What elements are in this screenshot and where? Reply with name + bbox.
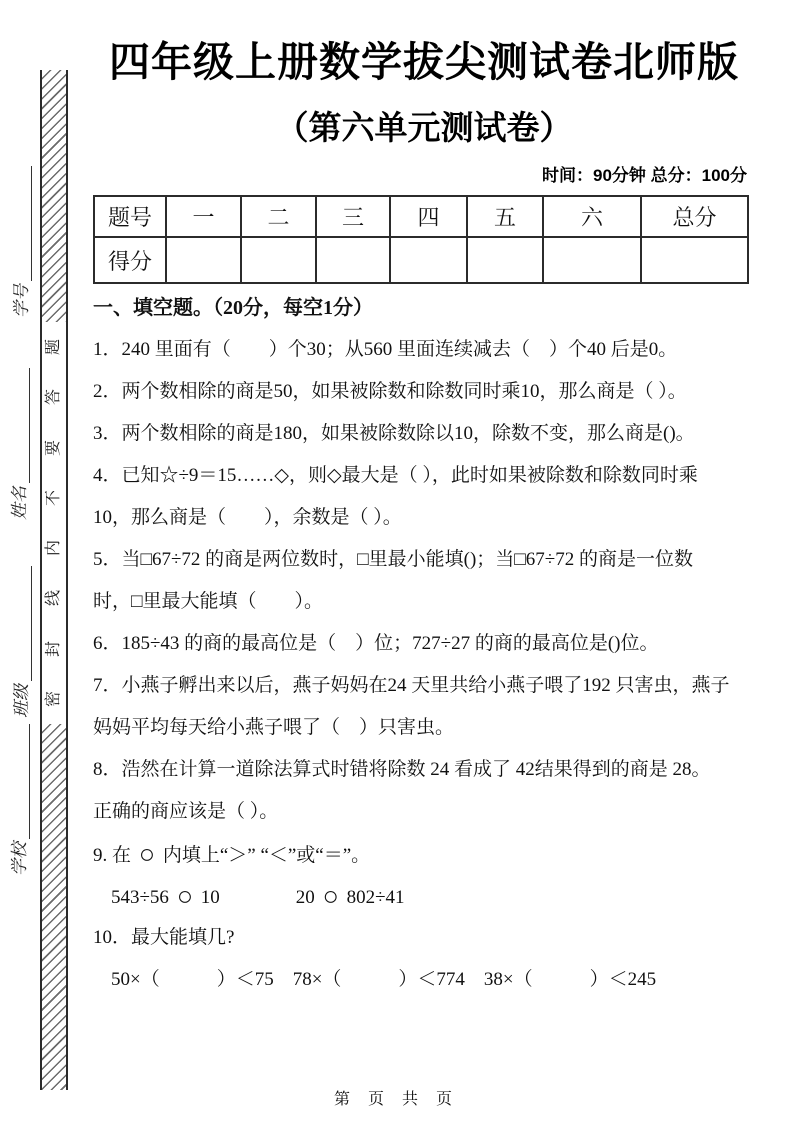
class-label: 班级 bbox=[12, 684, 31, 718]
header-cell-tihao: 题号 bbox=[94, 196, 166, 237]
seal-char: 封 bbox=[44, 640, 62, 657]
school-field bbox=[8, 724, 30, 876]
student-name-blank-line bbox=[15, 368, 30, 483]
school-label: 学校 bbox=[10, 842, 29, 876]
exam-content bbox=[93, 0, 755, 1001]
question-line: 正确的商应该是（ ）。 bbox=[93, 801, 279, 822]
student-name-label: 姓名 bbox=[10, 486, 29, 520]
class-field bbox=[10, 566, 32, 718]
score-cell bbox=[166, 237, 241, 283]
seal-char: 密 bbox=[44, 690, 62, 707]
seal-char: 要 bbox=[44, 439, 62, 456]
question-line: 妈妈平均每天给小燕子喂了（ ）只害虫。 bbox=[93, 717, 455, 738]
score-cell bbox=[316, 237, 390, 283]
compare-circle: ○ bbox=[176, 881, 193, 911]
header-cell-5: 五 bbox=[467, 196, 543, 237]
school-blank-line bbox=[15, 724, 30, 839]
seal-char: 答 bbox=[44, 389, 62, 406]
question-line: 时，□里最大能填（ ）。 bbox=[93, 591, 323, 612]
student-id-field bbox=[10, 166, 32, 318]
question-line: 6．185÷43 的商的最高位是（ ）位；727÷27 的商的最高位是()位。 bbox=[93, 633, 659, 654]
header-cell-1: 一 bbox=[166, 196, 241, 237]
time-score-meta: 时间：90分钟 总分：100分 bbox=[542, 166, 747, 185]
score-table-score-row bbox=[94, 237, 748, 283]
seal-text bbox=[42, 322, 66, 724]
score-cell bbox=[543, 237, 641, 283]
student-id-blank-line bbox=[17, 166, 32, 281]
score-row-label: 得分 bbox=[94, 237, 166, 283]
score-cell bbox=[467, 237, 543, 283]
score-cell bbox=[390, 237, 467, 283]
seal-char: 内 bbox=[44, 540, 62, 557]
compare-circle: ○ bbox=[138, 839, 156, 869]
question-line: 9. 在 ○ 内填上“＞” “＜”或“＝”。 bbox=[93, 839, 371, 869]
score-table-header-row bbox=[94, 196, 748, 237]
seal-char: 线 bbox=[44, 590, 62, 607]
section-heading: 一、填空题。（20分，每空1分） bbox=[93, 297, 373, 319]
header-cell-2: 二 bbox=[241, 196, 316, 237]
header-cell-total: 总分 bbox=[641, 196, 748, 237]
question-line: 4．已知☆÷9＝15……◇，则◇最大是（ ），此时如果被除数和除数同时乘 bbox=[93, 465, 698, 486]
score-cell bbox=[641, 237, 748, 283]
student-name-field bbox=[8, 368, 30, 520]
question-line: 8．浩然在计算一道除法算式时错将除数 24 看成了 42结果得到的商是 28。 bbox=[93, 759, 711, 780]
page-subtitle: （第六单元测试卷） bbox=[275, 109, 573, 146]
class-blank-line bbox=[17, 566, 32, 681]
student-id-label: 学号 bbox=[12, 284, 31, 318]
header-cell-6: 六 bbox=[543, 196, 641, 237]
question-line: 50×（ ）＜75 78×（ ）＜774 38×（ ）＜245 bbox=[111, 969, 657, 990]
header-cell-4: 四 bbox=[390, 196, 467, 237]
question-line: 5．当□67÷72 的商是两位数时，□里最小能填()；当□67÷72 的商是一位数 bbox=[93, 549, 693, 570]
score-cell bbox=[241, 237, 316, 283]
seal-char: 不 bbox=[44, 489, 62, 506]
question-line: 7．小燕子孵出来以后，燕子妈妈在24 天里共给小燕子喂了192 只害虫，燕子 bbox=[93, 675, 730, 696]
question-line: 543÷56 ○ 10 20 ○ 802÷41 bbox=[111, 881, 405, 911]
seal-hatch-top bbox=[42, 70, 66, 322]
question-line: 10，那么商是（ ），余数是（ ）。 bbox=[93, 507, 402, 528]
compare-circle: ○ bbox=[322, 881, 339, 911]
seal-line-strip bbox=[40, 70, 68, 1090]
question-line: 10．最大能填几? bbox=[93, 927, 235, 948]
seal-hatch-bottom bbox=[42, 724, 66, 1090]
question-lines bbox=[93, 329, 755, 1001]
score-table bbox=[93, 195, 749, 284]
page-title: 四年级上册数学拔尖测试卷北师版 bbox=[109, 39, 739, 85]
header-cell-3: 三 bbox=[316, 196, 390, 237]
question-line: 3．两个数相除的商是180，如果被除数除以10，除数不变，那么商是()。 bbox=[93, 423, 695, 444]
question-line: 2．两个数相除的商是50，如果被除数和除数同时乘10，那么商是（ ）。 bbox=[93, 381, 687, 402]
question-line: 1．240 里面有（ ）个30；从560 里面连续减去（ ）个40 后是0。 bbox=[93, 339, 678, 360]
page-footer: 第 页 共 页 bbox=[333, 1091, 459, 1108]
seal-char: 题 bbox=[44, 339, 62, 356]
